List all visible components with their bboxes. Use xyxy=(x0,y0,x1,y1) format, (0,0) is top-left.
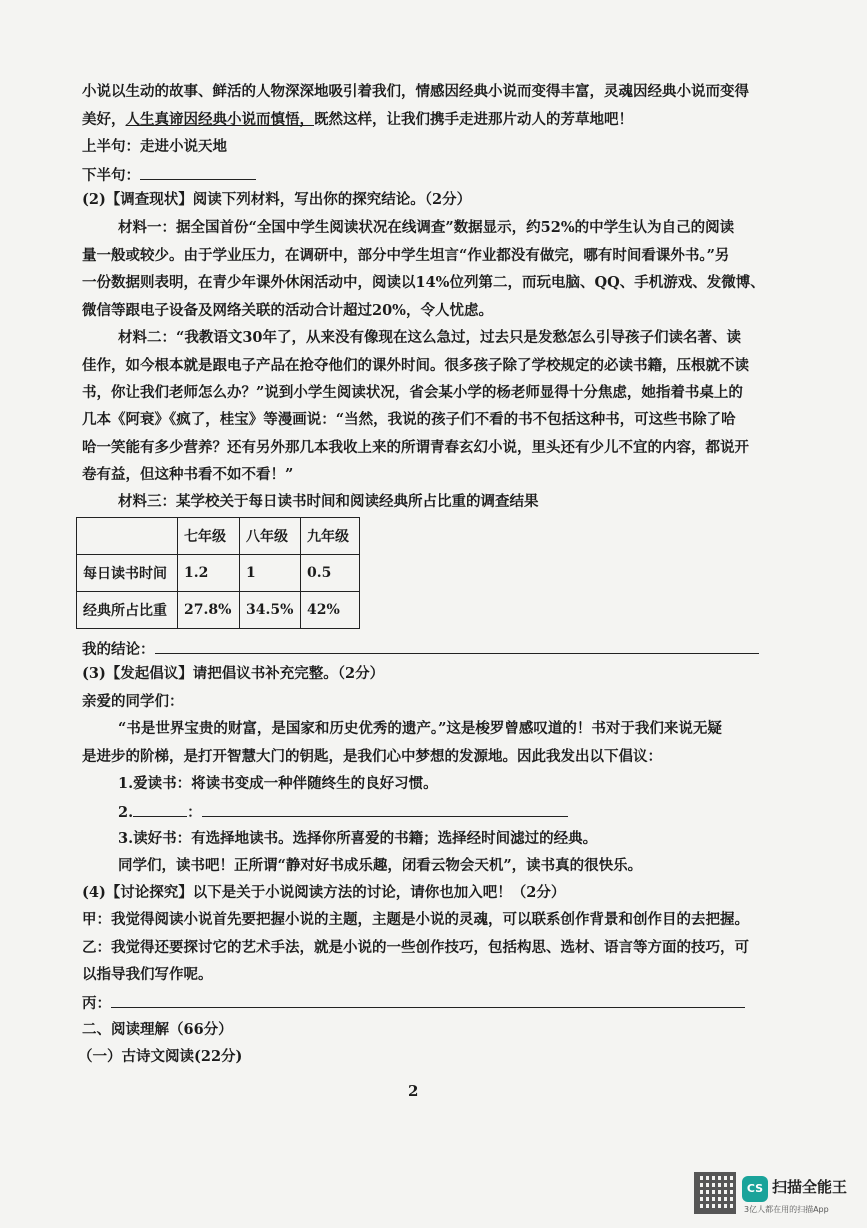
conclusion-blank[interactable] xyxy=(155,638,759,654)
proposal-item-2 xyxy=(118,801,798,823)
table-cell: 0.5 xyxy=(301,555,360,592)
opinion-yi-line-2: 以指导我们写作呢。 xyxy=(82,966,213,983)
proposal-item-2-content-blank[interactable] xyxy=(202,801,568,817)
camscanner-slogan: 3亿人都在用的扫描App xyxy=(744,1205,829,1214)
table-cell: 1 xyxy=(240,555,301,592)
intro-line-2-underlined: 人生真谛因经典小说而慎悟， xyxy=(125,111,314,128)
proposal-item-2-title-blank[interactable] xyxy=(133,801,187,817)
table-header-cell: 七年级 xyxy=(178,518,240,555)
proposal-item-3: 3.读好书：有选择地读书。选择你所喜爱的书籍；选择经时间滤过的经典。 xyxy=(118,830,598,847)
proposal-paragraph-line-1: “书是世界宝贵的财富，是国家和历史优秀的遗产。”这是梭罗曾感叹道的！书对于我们来说无疑 xyxy=(118,720,722,737)
q3-title: (3)【发起倡议】请把倡议书补充完整。（2分） xyxy=(82,665,385,682)
q4-title: (4)【讨论探究】以下是关于小说阅读方法的讨论，请你也加入吧！（2分） xyxy=(82,884,566,901)
proposal-paragraph-line-2: 是进步的阶梯，是打开智慧大门的钥匙，是我们心中梦想的发源地。因此我发出以下倡议： xyxy=(82,748,662,765)
greeting: 亲爱的同学们： xyxy=(82,693,184,710)
proposal-closing: 同学们，读书吧！正所谓“静对好书成乐趣，闭看云物会天机”，读书真的很快乐。 xyxy=(118,857,643,874)
section-2-title: 二、阅读理解（66分） xyxy=(82,1021,233,1038)
material-2-line-2: 佳作，如今根本就是跟电子产品在抢夺他们的课外时间。很多孩子除了学校规定的必读书籍，压根就不读 xyxy=(82,357,749,374)
page-number: 2 xyxy=(408,1082,419,1100)
proposal-item-2-colon: ： xyxy=(187,804,202,821)
lower-half-label: 下半句： xyxy=(82,167,140,184)
table-header-cell xyxy=(77,518,178,555)
table-cell: 27.8% xyxy=(178,592,240,629)
table-cell: 34.5% xyxy=(240,592,301,629)
q2-title: (2)【调查现状】阅读下列材料，写出你的探究结论。（2分） xyxy=(82,191,472,208)
table-cell: 42% xyxy=(301,592,360,629)
proposal-item-1: 1.爱读书：将读书变成一种伴随终生的良好习惯。 xyxy=(118,775,438,792)
opinion-yi-line-1: 乙：我觉得还要探讨它的艺术手法，就是小说的一些创作技巧，包括构思、选材、语言等方面的技巧，可 xyxy=(82,939,749,956)
conclusion-label: 我的结论： xyxy=(82,641,155,658)
table-header-cell: 九年级 xyxy=(301,518,360,555)
proposal-item-2-number: 2. xyxy=(118,804,134,821)
camscanner-logo: CS xyxy=(742,1176,768,1202)
lower-half-blank[interactable] xyxy=(140,164,256,180)
material-2-line-5: 哈一笑能有多少营养？还有另外那几本我收上来的所谓青春玄幻小说，里头还有少儿不宜的内容，都说开 xyxy=(82,439,749,456)
material-2-line-6: 卷有益，但这种书看不如不看！” xyxy=(82,466,294,483)
camscanner-name: 扫描全能王 xyxy=(772,1178,848,1196)
intro-line-1: 小说以生动的故事、鲜活的人物深深地吸引着我们，情感因经典小说而变得丰富，灵魂因经典小说而变得 xyxy=(82,83,749,100)
survey-table xyxy=(76,517,360,629)
material-1-line-4: 微信等跟电子设备及网络关联的活动合计超过20%，令人忧虑。 xyxy=(82,302,493,319)
table-header-cell: 八年级 xyxy=(240,518,301,555)
material-2-line-1: 材料二：“我教语文30年了，从来没有像现在这么急过，过去只是发愁怎么引导孩子们读名著、读 xyxy=(118,329,742,346)
section-2-subtitle: （一）古诗文阅读(22分) xyxy=(78,1048,243,1065)
conclusion-line xyxy=(82,638,762,660)
intro-line-2 xyxy=(82,110,762,130)
table-header-row xyxy=(77,518,360,555)
material-2-line-4: 几本《阿衰》《疯了，桂宝》等漫画说：“当然，我说的孩子们不看的书不包括这种书，可这些书除了哈 xyxy=(82,411,736,428)
table-cell: 每日读书时间 xyxy=(77,555,178,592)
material-2-line-3: 书，你让我们老师怎么办？”说到小学生阅读状况，省会某小学的杨老师显得十分焦虑，她指着书桌上的 xyxy=(82,384,743,401)
table-row xyxy=(77,592,360,629)
material-1-line-2: 量一般或较少。由于学业压力，在调研中，部分中学生坦言“作业都没有做完，哪有时间看课外书。”另 xyxy=(82,247,730,264)
lower-half-sentence xyxy=(82,164,762,186)
material-3-title: 材料三：某学校关于每日读书时间和阅读经典所占比重的调查结果 xyxy=(118,493,539,510)
opinion-bing xyxy=(82,992,762,1014)
opinion-bing-blank[interactable] xyxy=(111,992,745,1008)
upper-half-sentence: 上半句：走进小说天地 xyxy=(82,138,227,155)
material-1-line-1: 材料一：据全国首份“全国中学生阅读状况在线调查”数据显示，约52%的中学生认为自己的阅读 xyxy=(118,219,735,236)
intro-line-2-end: 既然这样，让我们携手走进那片动人的芳草地吧！ xyxy=(314,111,633,128)
table-cell: 经典所占比重 xyxy=(77,592,178,629)
table-cell: 1.2 xyxy=(178,555,240,592)
table-row xyxy=(77,555,360,592)
qr-code-icon xyxy=(694,1172,736,1214)
opinion-jia: 甲：我觉得阅读小说首先要把握小说的主题，主题是小说的灵魂，可以联系创作背景和创作目的去把握。 xyxy=(82,911,749,928)
intro-line-2-start: 美好， xyxy=(82,111,126,128)
scanner-watermark xyxy=(694,1172,854,1220)
opinion-bing-label: 丙： xyxy=(82,995,111,1012)
material-1-line-3: 一份数据则表明，在青少年课外休闲活动中，阅读以14%位列第二，而玩电脑、QQ、手机游戏、发微博、 xyxy=(82,274,765,291)
